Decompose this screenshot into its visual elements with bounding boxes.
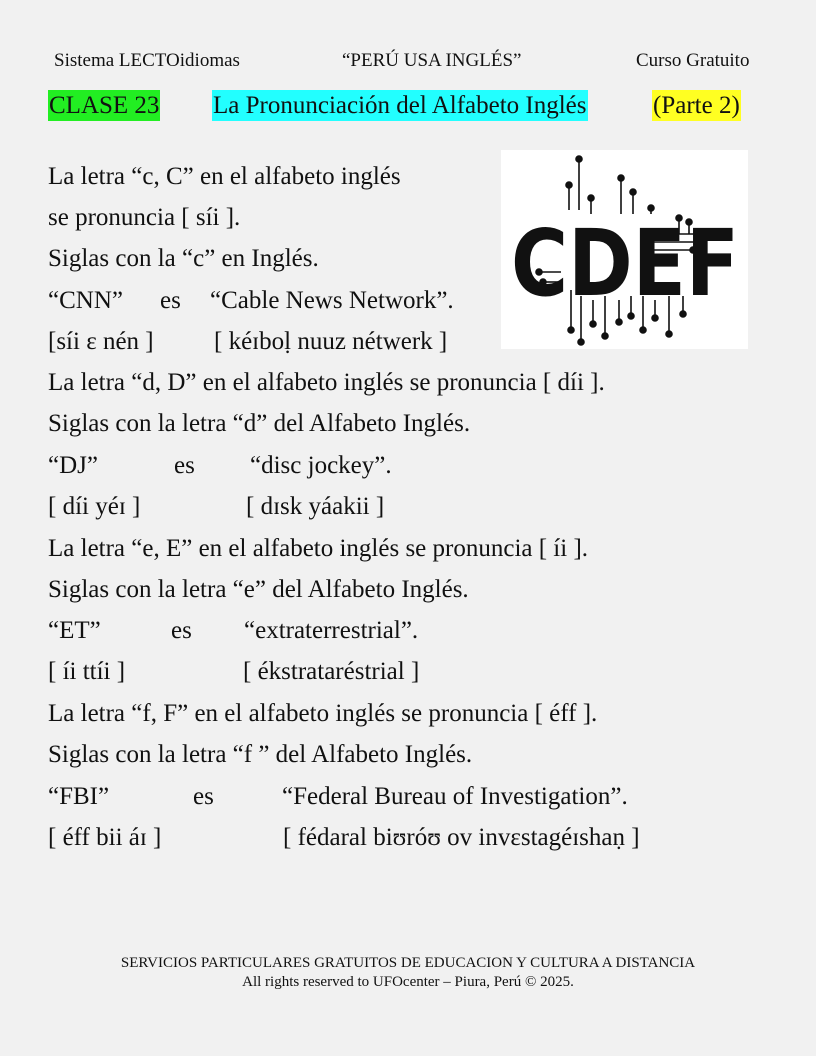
cdef-circuit-logo-icon [501,150,748,349]
d-siglas-line: Siglas con la letra “d” del Alfabeto Inglés. [48,410,471,437]
f-siglas-line: Siglas con la letra “f ” del Alfabeto Inglés. [48,741,473,768]
cnn-acronym-pron: [síi ɛ nén ] [48,328,154,355]
footer-services: SERVICIOS PARTICULARES GRATUITOS DE EDUCACION Y CULTURA A DISTANCIA [120,955,696,971]
fbi-acronym: “FBI” [48,783,110,810]
logo-letters [511,210,739,317]
et-es: es [171,617,192,644]
cnn-acronym: “CNN” [48,287,123,314]
class-title: La Pronunciación del Alfabeto Inglés [213,92,587,119]
f-intro-line: La letra “f, F” en el alfabeto inglés se pronuncia [ éff ]. [48,700,598,727]
et-acronym-pron: [ íi ttíi ] [48,658,126,685]
fbi-acronym-pron: [ éff bii áɪ ] [48,824,162,851]
d-intro-line: La letra “d, D” en el alfabeto inglés se pronuncia [ díi ]. [48,369,605,396]
e-siglas-line: Siglas con la letra “e” del Alfabeto Inglés. [48,576,469,603]
footer-copyright: All rights reserved to UFOcenter – Piura, Perú © 2025. [242,974,574,990]
c-siglas-line: Siglas con la “c” en Inglés. [48,245,319,272]
et-meaning: “extraterrestrial”. [244,617,419,644]
dj-acronym-pron: [ díi yéɪ ] [48,493,141,520]
svg-text:CDEF: CDEF [511,210,739,317]
dj-meaning: “disc jockey”. [250,452,392,479]
fbi-meaning-pron: [ fédaral biʊróʊ ov invɛstagéɪshaṇ ] [283,824,640,851]
c-intro-line: La letra “c, C” en el alfabeto inglés [48,163,401,190]
header-course-slogan: “PERÚ USA INGLÉS” [342,50,522,71]
dj-es: es [174,452,195,479]
cdef-logo [501,150,748,349]
e-intro-line: La letra “e, E” en el alfabeto inglés se pronuncia [ íi ]. [48,535,589,562]
class-number: CLASE 23 [49,92,160,119]
header-system-name: Sistema LECTOidiomas [54,50,240,71]
class-part: (Parte 2) [653,92,740,119]
fbi-meaning: “Federal Bureau of Investigation”. [282,783,628,810]
c-pronunciation-line: se pronuncia [ síi ]. [48,204,241,231]
cnn-es: es [160,287,181,314]
dj-acronym: “DJ” [48,452,98,479]
cnn-meaning: “Cable News Network”. [210,287,454,314]
fbi-es: es [193,783,214,810]
et-acronym: “ET” [48,617,101,644]
dj-meaning-pron: [ dɪsk yáakii ] [246,493,385,520]
header-course-type: Curso Gratuito [636,50,750,71]
cnn-meaning-pron: [ kéɪboḷ nuuz nétwerk ] [214,328,448,355]
et-meaning-pron: [ ékstrataréstrial ] [243,658,420,685]
